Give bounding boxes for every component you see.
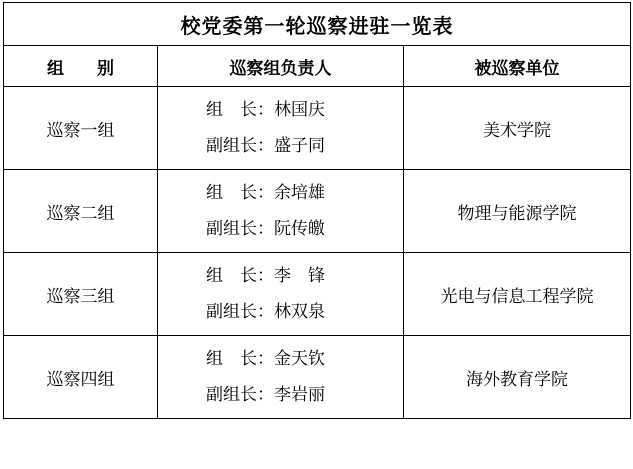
column-header-group: 组 别: [4, 46, 158, 87]
inspection-table: [3, 2, 631, 419]
document-page: [0, 2, 633, 469]
group-name: 巡察四组: [4, 336, 158, 419]
table-row: [4, 170, 631, 253]
leader-chief: 组 长：林国庆: [206, 99, 325, 119]
table-row: [4, 253, 631, 336]
leader-list: [158, 87, 404, 170]
leader-chief: 组 长：李 锋: [206, 265, 325, 285]
group-name: 巡察二组: [4, 170, 158, 253]
page-bottom-margin: [0, 461, 633, 469]
table-header-row: [4, 46, 631, 87]
group-name: 巡察三组: [4, 253, 158, 336]
leader-deputy: 副组长：林双泉: [206, 302, 325, 321]
table-title-row: [4, 3, 631, 46]
leader-chief: 组 长：余培雄: [206, 182, 325, 202]
column-header-leader: 巡察组负责人: [158, 46, 404, 87]
table-row: [4, 336, 631, 419]
column-header-unit: 被巡察单位: [404, 46, 631, 87]
leader-deputy: 副组长：阮传皦: [206, 219, 325, 238]
leader-deputy: 副组长：盛子同: [206, 136, 325, 155]
leader-list: [158, 253, 404, 336]
leader-deputy: 副组长：李岩丽: [206, 385, 325, 404]
leader-list: [158, 336, 404, 419]
inspected-unit: 物理与能源学院: [404, 170, 631, 253]
inspected-unit: 光电与信息工程学院: [404, 253, 631, 336]
inspected-unit: 美术学院: [404, 87, 631, 170]
leader-list: [158, 170, 404, 253]
page-title: 校党委第一轮巡察进驻一览表: [4, 3, 631, 46]
leader-chief: 组 长：金天钦: [206, 348, 325, 368]
inspected-unit: 海外教育学院: [404, 336, 631, 419]
table-row: [4, 87, 631, 170]
group-name: 巡察一组: [4, 87, 158, 170]
